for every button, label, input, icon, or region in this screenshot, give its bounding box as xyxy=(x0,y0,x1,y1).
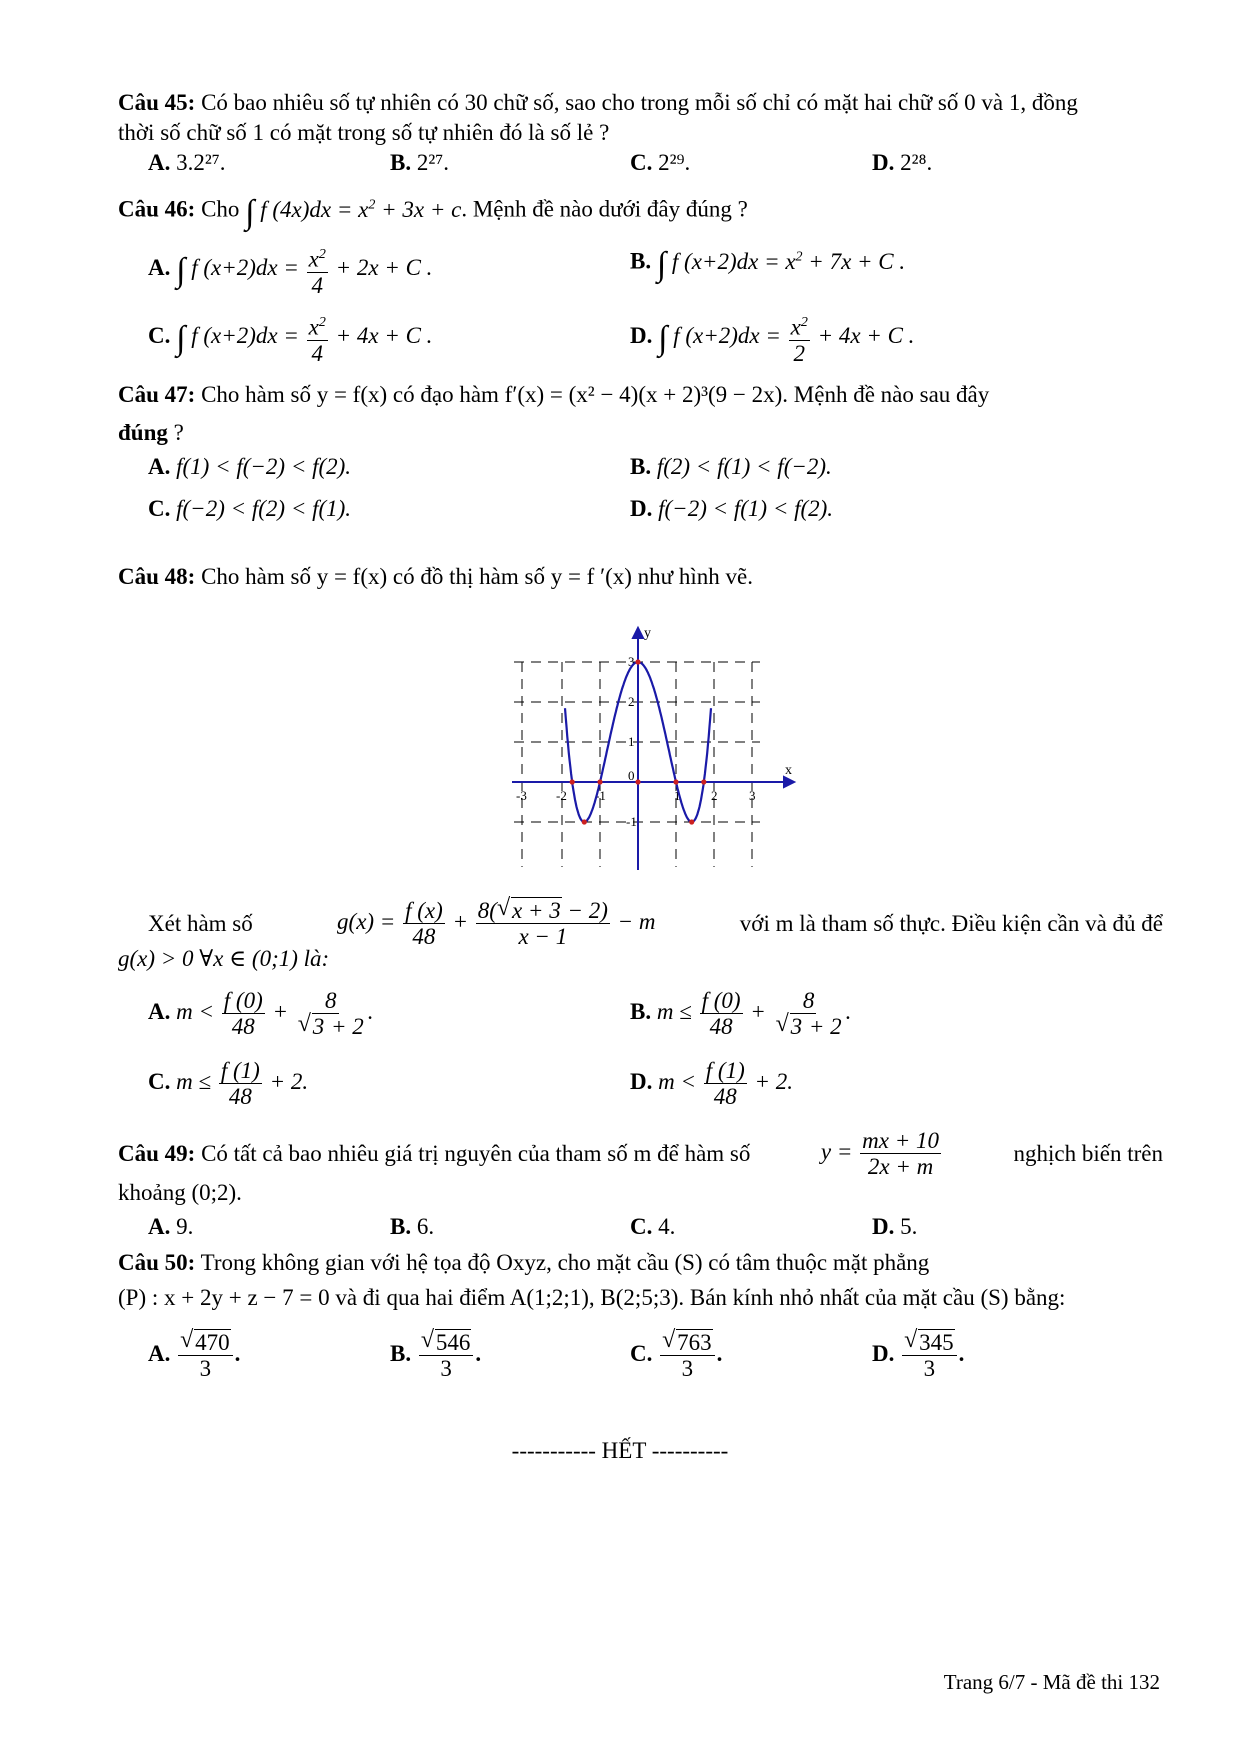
graph-point xyxy=(689,819,694,824)
x-tick-label: 3 xyxy=(749,788,756,803)
q48-condition: g(x) > 0 ∀x ∈ (0;1) là: xyxy=(118,946,330,971)
q45-option-b[interactable] xyxy=(390,148,449,178)
option-text: 9. xyxy=(176,1214,194,1239)
q50-line1 xyxy=(118,1248,1163,1278)
denominator: 3 xyxy=(923,1356,936,1381)
q49-line1 xyxy=(118,1128,1163,1179)
option-letter: A. xyxy=(148,998,171,1024)
q50-label: Câu 50: xyxy=(118,1250,196,1275)
end-marker: ----------- HẾT ---------- xyxy=(511,1438,729,1463)
y-tick-label: 1 xyxy=(628,734,635,749)
graph-point xyxy=(673,779,678,784)
q49-line2: khoảng (0;2). xyxy=(118,1180,242,1205)
option-letter: C. xyxy=(148,323,171,349)
option-letter: A. xyxy=(148,1214,171,1239)
q46-option-a[interactable]: A. ∫ f (x+2)dx = $\frac{x^2}{4}$ + 2x + C . xyxy=(148,242,432,298)
option-letter: D. xyxy=(872,1340,895,1366)
x-tick-label: -1 xyxy=(595,788,606,803)
q47-option-d[interactable] xyxy=(630,494,833,524)
q45-option-d[interactable] xyxy=(872,148,932,178)
q45-line1 xyxy=(118,88,1163,118)
q47-bold: đúng xyxy=(118,420,168,445)
q48-option-c[interactable]: C. m ≤ $\frac{f (1)}{48}$ + 2. xyxy=(148,1058,309,1109)
option-text: 5. xyxy=(900,1214,918,1239)
page-number: Trang 6/7 - Mã đề thi 132 xyxy=(943,1670,1160,1694)
option-text: 4. xyxy=(658,1214,676,1239)
option-letter: C. xyxy=(148,1068,171,1094)
option-letter: D. xyxy=(630,1068,653,1094)
option-text: 2²⁸. xyxy=(900,150,933,175)
y-tick-label: 3 xyxy=(628,654,635,669)
option-text: f(−2) < f(2) < f(1). xyxy=(176,496,352,521)
graph-point xyxy=(635,659,640,664)
option-letter: B. xyxy=(390,1340,412,1366)
q49-option-b[interactable] xyxy=(390,1212,434,1242)
radicand: 345 xyxy=(919,1330,954,1355)
q47-rest: ? xyxy=(167,420,184,445)
option-letter: B. xyxy=(630,248,652,274)
option-letter: D. xyxy=(872,150,895,175)
q46-label: Câu 46: xyxy=(118,196,196,222)
q46-option-d[interactable]: D. ∫ f (x+2)dx = $\frac{x^2}{2}$ + 4x + C . xyxy=(630,310,914,366)
q48-option-a[interactable]: A. m < $\frac{f (0)}{48}$ + 8 √ 3 + 2 . xyxy=(148,988,374,1039)
q46-text-pre: Cho xyxy=(201,196,240,222)
q48-g-post: với m là tham số thực. Điều kiện cần và đủ để xyxy=(739,910,1163,936)
q49-text-pre: Có tất cả bao nhiêu giá trị nguyên của tham số m để hàm số xyxy=(201,1140,751,1166)
x-tick-label: 0 xyxy=(628,768,635,783)
q48-label: Câu 48: xyxy=(118,564,196,589)
q48-g-formula: g(x) = $\frac{f (x)}{48}$ + $\frac{8(√ x + 3 - 2)}{x - 1}$ − m xyxy=(337,898,656,949)
option-text: 6. xyxy=(416,1214,435,1239)
q49-label: Câu 49: xyxy=(118,1140,196,1166)
radicand: 763 xyxy=(677,1330,712,1355)
option-letter: A. xyxy=(148,255,171,281)
graph-point xyxy=(570,779,575,784)
q46-formula: ∫ f $(4x)dx = x^2 + 3x + c$ xyxy=(245,193,462,231)
denominator: 3 xyxy=(440,1356,452,1381)
y-axis-label: y xyxy=(644,626,651,641)
q45-line2: thời số chữ số 1 có mặt trong số tự nhiên đó là số lẻ ? xyxy=(118,120,610,145)
option-letter: C. xyxy=(630,150,653,175)
q50-option-d[interactable]: D. √ $\frac{345}{3}$ . xyxy=(872,1330,964,1381)
x-tick-label: 1 xyxy=(674,788,681,803)
option-letter: C. xyxy=(148,496,171,521)
option-letter: B. xyxy=(630,998,652,1024)
x-axis-label: x xyxy=(785,763,792,778)
q48-option-d[interactable]: D. m < $\frac{f (1)}{48}$ + 2. xyxy=(630,1058,794,1109)
q47-option-c[interactable] xyxy=(148,494,351,524)
x-tick-label: 2 xyxy=(711,788,718,803)
denominator: 3 xyxy=(681,1356,694,1381)
q48-line1 xyxy=(118,562,753,592)
q45-label: Câu 45: xyxy=(118,90,196,115)
x-tick-label: -3 xyxy=(516,788,527,803)
option-text: 2²⁷. xyxy=(416,150,450,175)
q46-line1 xyxy=(118,190,748,231)
x-tick-label: -2 xyxy=(556,788,567,803)
q46-text-post: . Mệnh đề nào dưới đây đúng ? xyxy=(461,196,748,222)
option-letter: D. xyxy=(630,496,653,521)
denominator: 3 xyxy=(199,1356,212,1381)
option-text: f(2) < f(1) < f(−2). xyxy=(656,454,832,479)
q50-option-a[interactable]: A. √ $\frac{470}{3}$ . xyxy=(148,1330,240,1381)
q49-text-post: nghịch biến trên xyxy=(1013,1140,1163,1166)
q45-option-c[interactable] xyxy=(630,148,690,178)
y-tick-label: 2 xyxy=(628,694,635,709)
option-letter: C. xyxy=(630,1340,653,1366)
q47-text: Cho hàm số y = f(x) có đạo hàm f′(x) = (x² − 4)(x + 2)³(9 − 2x). Mệnh đề nào sau đây xyxy=(201,382,990,407)
option-text: f(−2) < f(1) < f(2). xyxy=(658,496,834,521)
q46-option-c[interactable]: C. ∫ f (x+2)dx = $\frac{x^2}{4}$ + 4x + C . xyxy=(148,310,432,366)
option-letter: A. xyxy=(148,150,171,175)
q47-option-a[interactable] xyxy=(148,452,351,482)
q49-option-a[interactable] xyxy=(148,1212,193,1242)
option-letter: B. xyxy=(630,454,652,479)
q49-option-c[interactable] xyxy=(630,1212,675,1242)
option-text: 3.2²⁷. xyxy=(176,150,226,175)
q48-option-b[interactable]: B. m ≤ $\frac{f (0)}{48}$ + 8 √ 3 + 2 . xyxy=(630,988,851,1039)
option-letter: A. xyxy=(148,454,171,479)
graph-point xyxy=(582,819,587,824)
q50-option-b[interactable]: B. √ $\frac{546}{3}$ . xyxy=(390,1330,481,1381)
q47-line2 xyxy=(118,418,184,448)
q45-text: Có bao nhiêu số tự nhiên có 30 chữ số, sao cho trong mỗi số chỉ có mặt hai chữ số 0 và 1, đồng xyxy=(201,90,1078,115)
radicand: 546 xyxy=(435,1330,471,1355)
q48-text: Cho hàm số y = f(x) có đồ thị hàm số y = f ′(x) như hình vẽ. xyxy=(201,564,753,589)
q50-option-c[interactable]: C. √ $\frac{763}{3}$ . xyxy=(630,1330,722,1381)
graph-point xyxy=(701,779,706,784)
y-tick-label: -1 xyxy=(626,814,637,829)
option-text: 2²⁹. xyxy=(658,150,691,175)
option-letter: D. xyxy=(872,1214,895,1239)
q48-g-definition xyxy=(148,898,1163,949)
derivative-graph xyxy=(502,622,802,872)
q47-label: Câu 47: xyxy=(118,382,196,407)
option-letter: B. xyxy=(390,150,412,175)
q47-line1 xyxy=(118,380,1163,410)
q47-option-b[interactable] xyxy=(630,452,832,482)
q48-g-pre: Xét hàm số xyxy=(148,910,253,936)
option-letter: B. xyxy=(390,1214,412,1239)
option-letter: D. xyxy=(630,323,653,349)
option-letter: A. xyxy=(148,1340,171,1366)
graph-point xyxy=(635,779,640,784)
option-text: f(1) < f(−2) < f(2). xyxy=(176,454,352,479)
q50-line2: (P) : x + 2y + z − 7 = 0 và đi qua hai điểm A(1;2;1), B(2;5;3). Bán kính nhỏ nhất của mặt cầu (S) bằng: xyxy=(118,1285,1066,1310)
graph-point xyxy=(597,779,602,784)
q45-option-a[interactable] xyxy=(148,148,226,178)
q50-text: Trong không gian với hệ tọa độ Oxyz, cho mặt cầu (S) có tâm thuộc mặt phẳng xyxy=(200,1250,930,1275)
q49-function: y = $\frac{mx + 10}{2x + m}$ xyxy=(820,1128,939,1179)
q46-option-b[interactable]: B. ∫ f $(x+2)dx = x^2 + 7x + C$ . xyxy=(630,245,906,283)
radicand: 470 xyxy=(195,1330,230,1355)
option-letter: C. xyxy=(630,1214,653,1239)
q49-option-d[interactable] xyxy=(872,1212,917,1242)
